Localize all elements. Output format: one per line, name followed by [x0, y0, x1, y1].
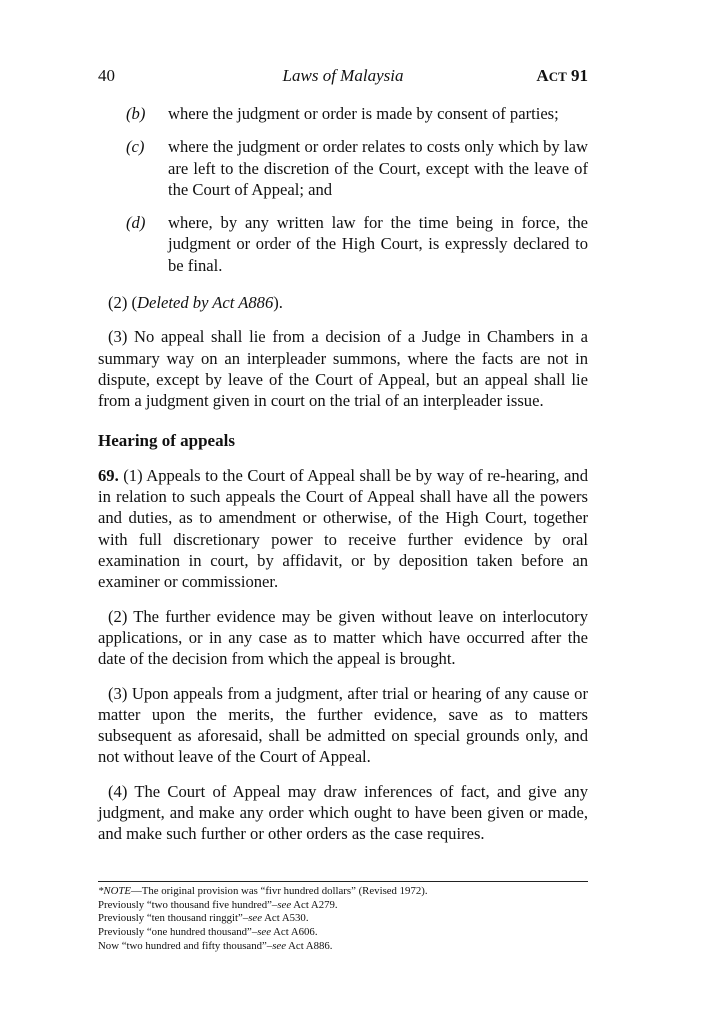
section-69-para-4: (4) The Court of Appeal may draw inferences of fact, and give any judgment, and make any order which ought to have been given or made, and make such further or other orders as the case requires.: [98, 781, 588, 844]
subsection-2: (2) (Deleted by Act A886).: [108, 293, 283, 313]
section-number: 69.: [98, 465, 119, 485]
list-item: [98, 103, 588, 124]
list-item: [98, 212, 588, 276]
list-item: [98, 136, 588, 200]
section-69-para-1: 69. (1) Appeals to the Court of Appeal shall be by way of re-hearing, and in relation to such appeals the Court of Appeal shall have all the powers and duties, as to amendment or otherwise, of the High Court, together with full discretionary power to receive further evidence by oral examination in court, by affidavit, or by deposition taken before an examiner or commissioner.: [98, 465, 588, 592]
section-heading: Hearing of appeals: [98, 430, 235, 450]
footnote: Previously “ten thousand ringgit”–see Act A530.: [98, 912, 309, 925]
footnote: *NOTE—The original provision was “fivr hundred dollars” (Revised 1972).: [98, 885, 428, 897]
footnote: Now “two hundred and fifty thousand”–see Act A886.: [98, 939, 333, 952]
header-title: Laws of Malaysia: [282, 66, 404, 85]
section-69-para-3: (3) Upon appeals from a judgment, after trial or hearing of any cause or matter upon the merits, the further evidence, save as to matters subsequent as aforesaid, shall be admitted on special grounds only, and not without leave of the Court of Appeal.: [98, 683, 588, 767]
footnote: Previously “one hundred thousand”–see Act A606.: [98, 926, 318, 939]
item-label: (d): [126, 213, 146, 233]
act-small-caps: CT: [548, 69, 567, 84]
body-text: [98, 103, 588, 858]
footnote: Previously “two thousand five hundred”–see Act A279.: [98, 898, 338, 911]
item-text: where, by any written law for the time being in force, the judgment or order of the High Court, is expressly declared to be final.: [168, 213, 588, 275]
item-label: (c): [126, 137, 145, 157]
section-69-para-2: (2) The further evidence may be given without leave on interlocutory applications, or in any case as to matter which have occurred after the date of the decision from which the appeal is brought.: [98, 606, 588, 669]
item-text: where the judgment or order relates to costs only which by law are left to the discretion of the Court, except with the leave of the Court of Appeal; and: [168, 137, 588, 199]
act-first-letter: A: [536, 66, 549, 85]
item-text: where the judgment or order is made by consent of parties;: [168, 104, 559, 123]
act-number: [536, 66, 588, 86]
act-number-value: 91: [566, 66, 588, 85]
running-header: [98, 66, 588, 88]
subsection-3: (3) No appeal shall lie from a decision of a Judge in Chambers in a summary way on an interpleader summons, where the facts are not in dispute, except by leave of the Court of Appeal, but an appeal shall lie from a judgment given in court on the trial of an interpleader issue.: [98, 327, 588, 411]
page-number: 40: [98, 66, 115, 85]
footnotes: [98, 885, 588, 954]
item-label: (b): [126, 104, 146, 123]
footnote-divider: [98, 881, 588, 882]
